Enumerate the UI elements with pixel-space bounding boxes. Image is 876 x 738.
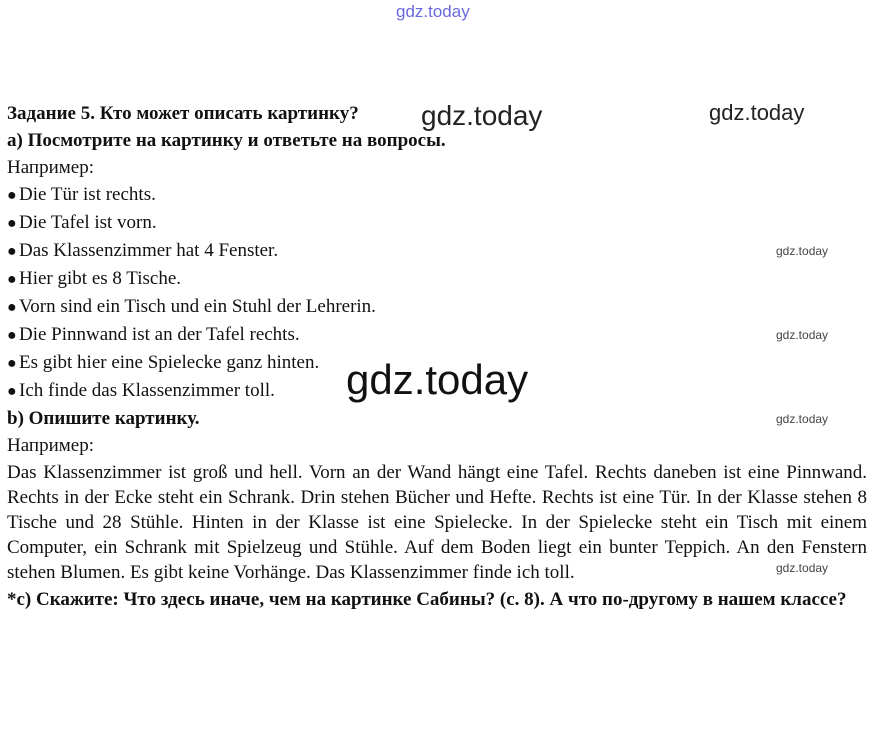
- list-item: ● Die Pinnwand ist an der Tafel rechts.: [7, 321, 867, 349]
- watermark-small: gdz.today: [776, 561, 829, 575]
- list-item: ● Das Klassenzimmer hat 4 Fenster.: [7, 237, 867, 265]
- watermark-top[interactable]: gdz.today: [396, 2, 470, 21]
- watermark-small: gdz.today: [776, 412, 829, 426]
- watermark: gdz.today: [709, 100, 805, 125]
- example-label-b: Например:: [7, 435, 94, 456]
- list-item: ● Ich finde das Klassenzimmer toll.: [7, 377, 867, 405]
- list-item: ● Die Tür ist rechts.: [7, 181, 867, 209]
- bullet-icon: ●: [7, 327, 17, 344]
- task-title: Задание 5. Кто может описать картинку?: [7, 103, 359, 124]
- watermark-small: gdz.today: [776, 244, 829, 258]
- description-paragraph: Das Klassenzimmer ist groß und hell. Vorn an der Wand hängt eine Tafel. Rechts daneben ist eine Pinnwand. Rechts in der Ecke steht ein Schrank. Drin stehen Bücher und Hefte. Rechts ist eine Tür. In der Klasse stehen 8 Tische und 28 Stühle. Hinten in der Klasse ist eine Spielecke. In der Spielecke steht ein Tisch mit einem Computer, ein Schrank mit Spielzeug und Stühle. Auf dem Boden liegt ein bunter Teppich. An den Fenstern stehen Blumen. Es gibt keine Vorhänge. Das Klassenzimmer finde ich toll.: [7, 462, 867, 583]
- list-item: ● Vorn sind ein Tisch und ein Stuhl der Lehrerin.: [7, 293, 867, 321]
- bullet-icon: ●: [7, 355, 17, 372]
- list-item: ● Es gibt hier eine Spielecke ganz hinten.: [7, 349, 867, 377]
- watermark-large: gdz.today: [346, 356, 529, 403]
- bullet-icon: ●: [7, 187, 17, 204]
- bullet-icon: ●: [7, 299, 17, 316]
- watermark: gdz.today: [421, 100, 543, 131]
- watermark-small: gdz.today: [776, 328, 829, 342]
- task-part-b: b) Опишите картинку.: [7, 408, 200, 429]
- task-part-a: а) Посмотрите на картинку и ответьте на вопросы.: [7, 130, 446, 151]
- example-label-a: Например:: [7, 157, 94, 178]
- bullet-icon: ●: [7, 215, 17, 232]
- task-part-c: *с) Скажите: Что здесь иначе, чем на картинке Сабины? (с. 8). А что по-другому в нашем классе?: [7, 589, 847, 610]
- bullet-icon: ●: [7, 271, 17, 288]
- list-item: ● Die Tafel ist vorn.: [7, 209, 867, 237]
- bullet-icon: ●: [7, 383, 17, 400]
- bullet-icon: ●: [7, 243, 17, 260]
- list-item: ● Hier gibt es 8 Tische.: [7, 265, 867, 293]
